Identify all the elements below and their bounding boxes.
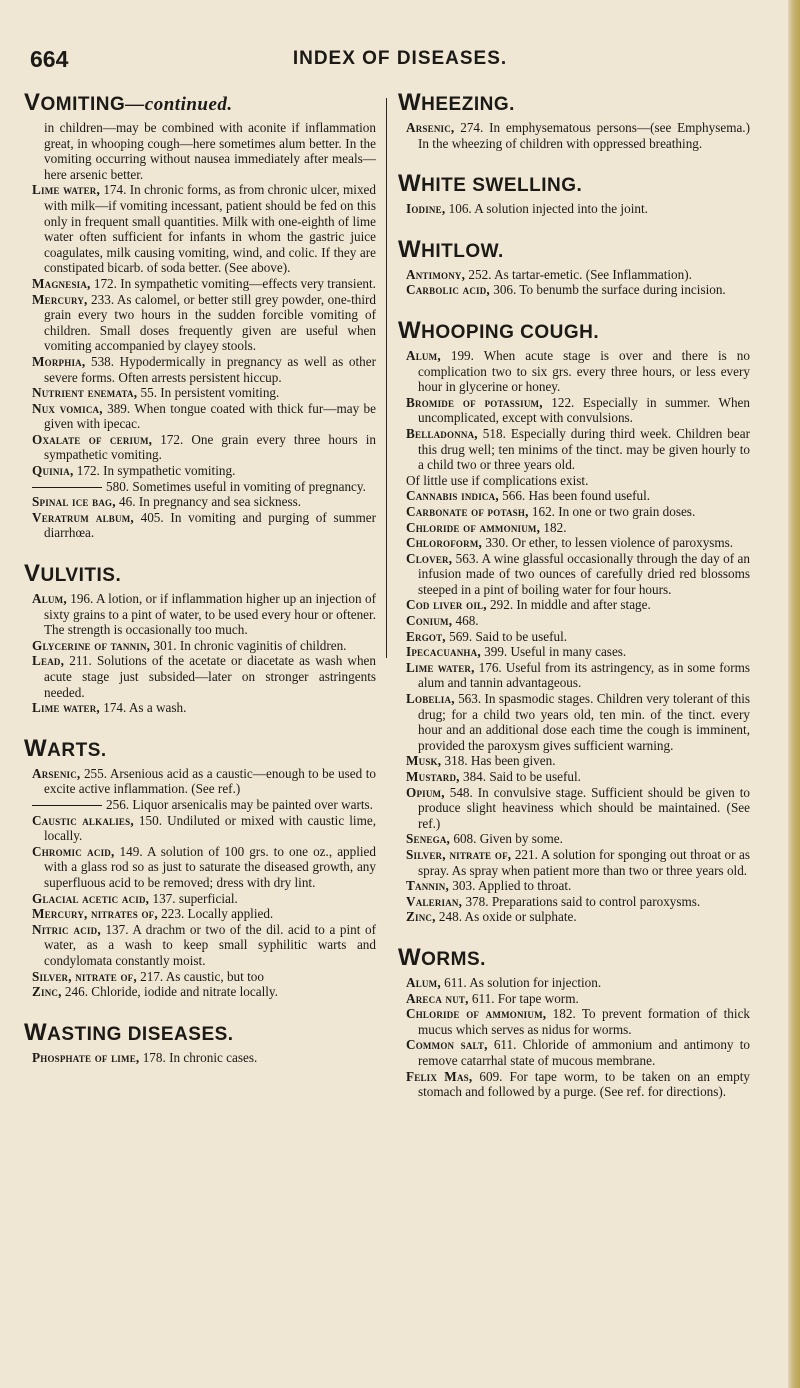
index-entry bbox=[24, 813, 376, 844]
remedy-name: Tannin, bbox=[406, 878, 449, 894]
entry-text: 106. A solution injected into the joint. bbox=[445, 201, 648, 217]
index-entry bbox=[24, 182, 376, 276]
entry-text: Of little use if complications exist. bbox=[406, 472, 589, 488]
index-entry bbox=[24, 385, 376, 401]
index-entry bbox=[398, 909, 750, 925]
remedy-name: Clover, bbox=[406, 550, 453, 566]
entry-text: 46. In pregnancy and sea sickness. bbox=[115, 494, 302, 510]
remedy-name: Morphia, bbox=[32, 353, 86, 369]
entry-text: 306. To benumb the surface during incision. bbox=[489, 282, 726, 298]
remedy-name: Phosphate of lime, bbox=[32, 1049, 140, 1065]
entry-text: 246. Chloride, iodide and nitrate locally. bbox=[61, 984, 278, 1000]
index-entry bbox=[24, 844, 376, 891]
entry-text: 162. In one or two grain doses. bbox=[528, 503, 696, 519]
remedy-name: Chromic acid, bbox=[32, 843, 115, 859]
section-heading: VULVITIS. bbox=[24, 560, 122, 588]
remedy-name: Zinc, bbox=[406, 909, 436, 925]
section-whitlow bbox=[398, 235, 750, 298]
index-entry bbox=[398, 629, 750, 645]
index-entry bbox=[398, 878, 750, 894]
remedy-name: Glacial acetic acid, bbox=[32, 890, 150, 906]
entry-text: 548. In convulsive stage. Sufficient should be given to produce slight heaviness which should be maintained. (See ref.) bbox=[418, 784, 750, 831]
index-entry bbox=[398, 644, 750, 660]
index-entry bbox=[24, 969, 376, 985]
remedy-name: Lead, bbox=[32, 653, 65, 669]
index-entry bbox=[398, 1037, 750, 1068]
index-entry bbox=[398, 473, 750, 489]
entry-text: 174. In chronic forms, as from chronic ulcer, mixed with milk—if vomiting incessant, patient should be fed on this only in frequent small quantities. Milk with one-eighth of lime water often sufficient for infants in whom the gastric juice coagulates, milk causing vomiting, wind, and colic. If they are constipated bicarb. of soda better. (See above). bbox=[44, 182, 376, 276]
entry-text: 255. Arsenious acid as a caustic—enough to be used to excite active inflammation. (See ref.) bbox=[44, 765, 376, 797]
index-entry bbox=[398, 597, 750, 613]
entry-text: 176. Useful from its astringency, as in some forms alum and tannin advantageous. bbox=[418, 659, 750, 691]
index-entry bbox=[24, 638, 376, 654]
index-entry bbox=[24, 797, 376, 813]
remedy-name: Lobelia, bbox=[406, 691, 455, 707]
entry-text: 174. As a wash. bbox=[99, 700, 187, 716]
remedy-name: Nitric acid, bbox=[32, 921, 101, 937]
remedy-name: Chloroform, bbox=[406, 535, 483, 551]
remedy-name: Areca nut, bbox=[406, 990, 469, 1006]
section-heading: WARTS. bbox=[24, 734, 107, 762]
remedy-name: Felix Mas, bbox=[406, 1068, 473, 1084]
remedy-name: Valerian, bbox=[406, 893, 463, 909]
index-entry bbox=[24, 922, 376, 969]
remedy-name: Nutrient enemata, bbox=[32, 385, 138, 401]
entry-text: 196. A lotion, or if inflammation higher up an injection of sixty grains to a pint of water, to be used every hour or oftener. The strength is occasionally too much. bbox=[44, 591, 376, 638]
remedy-name: Conium, bbox=[406, 613, 453, 629]
entry-text: 137. superficial. bbox=[149, 890, 238, 906]
section-vomiting bbox=[24, 92, 376, 541]
index-entry bbox=[398, 201, 750, 217]
index-entry bbox=[398, 991, 750, 1007]
remedy-name: Nux vomica, bbox=[32, 400, 103, 416]
remedy-name: Mercury, bbox=[32, 291, 88, 307]
index-entry bbox=[24, 463, 376, 479]
entry-text: 292. In middle and after stage. bbox=[486, 597, 651, 613]
entry-text: 303. Applied to throat. bbox=[449, 878, 572, 894]
entry-text: 518. Especially during third week. Children bear this drug well; ten minims of the tinct. may be given hourly to a child two or three years old. bbox=[418, 425, 750, 473]
entry-text: 608. Given by some. bbox=[450, 831, 563, 847]
index-entry bbox=[398, 282, 750, 298]
remedy-name: Glycerine of tannin, bbox=[32, 637, 151, 653]
section-heading: WORMS. bbox=[398, 943, 486, 971]
ditto-rule bbox=[32, 805, 102, 806]
ditto-rule bbox=[32, 487, 102, 488]
section-wasting bbox=[24, 1018, 376, 1066]
remedy-name: Mustard, bbox=[406, 769, 460, 784]
entry-text: 566. Has been found useful. bbox=[498, 488, 651, 504]
entry-text: 182. bbox=[540, 519, 567, 535]
index-entry bbox=[24, 479, 376, 495]
index-entry bbox=[398, 1006, 750, 1037]
entry-text: 150. Undiluted or mixed with caustic lime, locally. bbox=[44, 812, 376, 844]
remedy-name: Alum, bbox=[406, 974, 441, 990]
index-entry bbox=[24, 354, 376, 385]
remedy-name: Alum, bbox=[32, 591, 67, 607]
left-column bbox=[24, 92, 376, 1362]
remedy-name: Silver, nitrate of, bbox=[32, 968, 137, 984]
index-entry bbox=[24, 906, 376, 922]
entry-text: 563. In spasmodic stages. Children very tolerant of this drug; for a child two years old, ten min. of the tinct. every hour and an additional dose each time the cough is imminent, provided the paroxysm gives sufficient warning. bbox=[418, 691, 750, 753]
index-entry bbox=[398, 395, 750, 426]
index-entry bbox=[24, 494, 376, 510]
remedy-name: Carbolic acid, bbox=[406, 282, 490, 298]
index-entry bbox=[24, 276, 376, 292]
entry-text: 468. bbox=[452, 613, 479, 629]
entry-text: 233. As calomel, or better still grey powder, one-third grain every two hours in the sudden forcible vomiting of children. Small doses frequently given are useful when vomiting accompanied by clayey stools. bbox=[44, 291, 376, 354]
index-entry bbox=[398, 660, 750, 691]
entry-text: 256. Liquor arsenicalis may be painted over warts. bbox=[106, 796, 373, 812]
section-heading: VOMITING—continued. bbox=[24, 92, 233, 116]
remedy-name: Common salt, bbox=[406, 1037, 488, 1053]
index-entry bbox=[398, 613, 750, 629]
remedy-name: Silver, nitrate of, bbox=[406, 846, 512, 862]
index-entry bbox=[24, 1050, 376, 1066]
index-entry bbox=[24, 292, 376, 354]
index-entry bbox=[398, 894, 750, 910]
column-divider bbox=[386, 98, 387, 658]
entry-text: 122. Especially in summer. When uncomplicated, except with convulsions. bbox=[418, 394, 750, 426]
remedy-name: Lime water, bbox=[32, 182, 100, 198]
entry-text: 611. For tape worm. bbox=[468, 990, 579, 1006]
section-vulvitis bbox=[24, 560, 376, 716]
remedy-name: Belladonna, bbox=[406, 425, 478, 441]
index-entry bbox=[24, 984, 376, 1000]
entry-text: 611. As solution for injection. bbox=[440, 974, 602, 990]
index-entry bbox=[398, 769, 750, 785]
index-entry bbox=[24, 591, 376, 638]
running-title: INDEX OF DISEASES. bbox=[292, 48, 508, 69]
entry-text: 389. When tongue coated with thick fur—may be given with ipecac. bbox=[44, 400, 376, 432]
entry-text: 172. In sympathetic vomiting. bbox=[73, 463, 236, 479]
entry-text: 378. Preparations said to control paroxysms. bbox=[462, 893, 701, 909]
remedy-name: Antimony, bbox=[406, 266, 466, 282]
index-entry bbox=[24, 653, 376, 700]
index-entry bbox=[398, 753, 750, 769]
section-white-swelling bbox=[398, 170, 750, 217]
entry-text: 182. To prevent formation of thick mucus which serves as nidus for worms. bbox=[418, 1006, 750, 1037]
remedy-name: Ergot, bbox=[406, 628, 446, 644]
index-entry bbox=[398, 488, 750, 504]
remedy-name: Zinc, bbox=[32, 984, 62, 1000]
remedy-name: Bromide of potassium, bbox=[406, 394, 543, 410]
remedy-name: Arsenic, bbox=[32, 765, 81, 781]
page-header bbox=[30, 46, 770, 76]
entry-text: 580. Sometimes useful in vomiting of pregnancy. bbox=[106, 478, 366, 494]
index-entry bbox=[398, 831, 750, 847]
entry-text: 399. Useful in many cases. bbox=[480, 644, 627, 660]
index-entry bbox=[398, 348, 750, 395]
index-entry bbox=[24, 766, 376, 797]
index-entry bbox=[398, 975, 750, 991]
remedy-name: Ipecacuanha, bbox=[406, 644, 481, 660]
index-entry bbox=[398, 504, 750, 520]
remedy-name: Cannabis indica, bbox=[406, 488, 499, 504]
index-entry bbox=[24, 401, 376, 432]
remedy-name: Quinia, bbox=[32, 463, 74, 479]
entry-text: 330. Or ether, to lessen violence of paroxysms. bbox=[482, 535, 734, 551]
entry-text: 55. In persistent vomiting. bbox=[137, 385, 280, 401]
entry-text: 149. A solution of 100 grs. to one oz., applied with a glass rod so as just to saturate the diseased growth, any superfluous acid to be removed; dress with dry lint. bbox=[44, 843, 376, 890]
index-entry bbox=[398, 426, 750, 473]
remedy-name: Iodine, bbox=[406, 201, 446, 217]
entry-text: 178. In chronic cases. bbox=[139, 1049, 258, 1065]
index-entry bbox=[398, 1069, 750, 1100]
remedy-name: Alum, bbox=[406, 347, 441, 363]
entry-text: 252. As tartar-emetic. (See Inflammation). bbox=[465, 266, 692, 282]
entry-text: 301. In chronic vaginitis of children. bbox=[150, 637, 347, 653]
entry-text: 217. As caustic, but too bbox=[136, 968, 264, 984]
section-heading: WHEEZING. bbox=[398, 92, 515, 116]
entry-text: 223. Locally applied. bbox=[157, 906, 274, 922]
section-heading: WHITE SWELLING. bbox=[398, 170, 583, 198]
index-entry bbox=[24, 700, 376, 716]
section-whooping-cough bbox=[398, 316, 750, 925]
remedy-name: Caustic alkalies, bbox=[32, 812, 134, 828]
entry-text: 609. For tape worm, to be taken on an empty stomach and followed by a purge. (See ref. for directions). bbox=[418, 1068, 750, 1100]
index-entry bbox=[24, 510, 376, 541]
entry-text: 569. Said to be useful. bbox=[445, 628, 568, 644]
entry-text: 199. When acute stage is over and there is no complication two to six grs. every three hours, or less every hour in glycerine or honey. bbox=[418, 347, 750, 395]
entry-text: 172. In sympathetic vomiting—effects very transient. bbox=[90, 275, 376, 291]
entry-text: 274. In emphysematous persons—(see Emphysema.) In the wheezing of children with oppressed breathing. bbox=[418, 120, 750, 151]
remedy-name: Chloride of ammonium, bbox=[406, 519, 541, 535]
index-entry bbox=[398, 267, 750, 283]
index-entry bbox=[24, 432, 376, 463]
remedy-name: Opium, bbox=[406, 784, 445, 800]
section-wheezing bbox=[398, 92, 750, 151]
remedy-name: Lime water, bbox=[406, 659, 475, 675]
entry-text: 211. Solutions of the acetate or diacetate as wash when acute stage just subsided—later on stronger astringents needed. bbox=[44, 653, 376, 700]
section-heading: WHOOPING COUGH. bbox=[398, 316, 600, 344]
remedy-name: Senega, bbox=[406, 831, 451, 847]
section-warts bbox=[24, 734, 376, 1000]
index-entry bbox=[398, 520, 750, 536]
remedy-name: Chloride of ammonium, bbox=[406, 1006, 547, 1022]
entry-text: 384. Said to be useful. bbox=[459, 769, 581, 784]
entry-text: 172. One grain every three hours in sympathetic vomiting. bbox=[44, 431, 376, 463]
section-heading: WHITLOW. bbox=[398, 235, 504, 263]
index-entry bbox=[398, 535, 750, 551]
entry-text: 538. Hypodermically in pregnancy as well as other severe forms. Often arrests persistent hiccup. bbox=[44, 353, 376, 385]
entry-text: 248. As oxide or sulphate. bbox=[435, 909, 577, 925]
remedy-name: Lime water, bbox=[32, 700, 100, 716]
section-heading: WASTING DISEASES. bbox=[24, 1018, 234, 1046]
entry-text: 318. Has been given. bbox=[441, 753, 556, 769]
entry-text: 405. In vomiting and purging of summer diarrhœa. bbox=[44, 509, 376, 541]
right-column bbox=[398, 92, 750, 1362]
remedy-name: Carbonate of potash, bbox=[406, 503, 529, 519]
entry-text: 563. A wine glassful occasionally through the day of an infusion made of two ounces of carefully dried red blossoms steeped in a pint of boiling water for four hours. bbox=[418, 550, 750, 597]
page-number: 664 bbox=[30, 46, 69, 72]
index-entry bbox=[398, 120, 750, 151]
index-entry bbox=[398, 785, 750, 832]
index-entry bbox=[398, 551, 750, 598]
remedy-name: Cod liver oil, bbox=[406, 597, 487, 613]
remedy-name: Veratrum album, bbox=[32, 509, 134, 525]
section-worms bbox=[398, 943, 750, 1100]
remedy-name: Mercury, nitrates of, bbox=[32, 906, 158, 922]
index-entry bbox=[24, 891, 376, 907]
remedy-name: Arsenic, bbox=[406, 120, 455, 135]
index-entry bbox=[398, 691, 750, 753]
remedy-name: Spinal ice bag, bbox=[32, 494, 116, 510]
entry-text: 611. Chloride of ammonium and antimony to remove catarrhal state of mucous membrane. bbox=[418, 1037, 750, 1068]
entry-text: 221. A solution for sponging out throat or as spray. As spray when patient more than two or three years old. bbox=[418, 846, 750, 878]
page-edge bbox=[788, 0, 800, 1388]
remedy-name: Musk, bbox=[406, 753, 442, 769]
index-entry bbox=[398, 847, 750, 878]
remedy-name: Oxalate of cerium, bbox=[32, 431, 153, 447]
remedy-name: Magnesia, bbox=[32, 275, 91, 291]
entry-text: 137. A drachm or two of the dil. acid to a pint of water, as a wash to keep small syphilitic warts and condylomata constantly moist. bbox=[44, 921, 376, 968]
section-intro: in children—may be combined with aconite if inflammation great, in whooping cough—here sometimes alum better. In the vomiting occurring without nausea immediately after meals—here arsenic better. bbox=[44, 120, 376, 182]
